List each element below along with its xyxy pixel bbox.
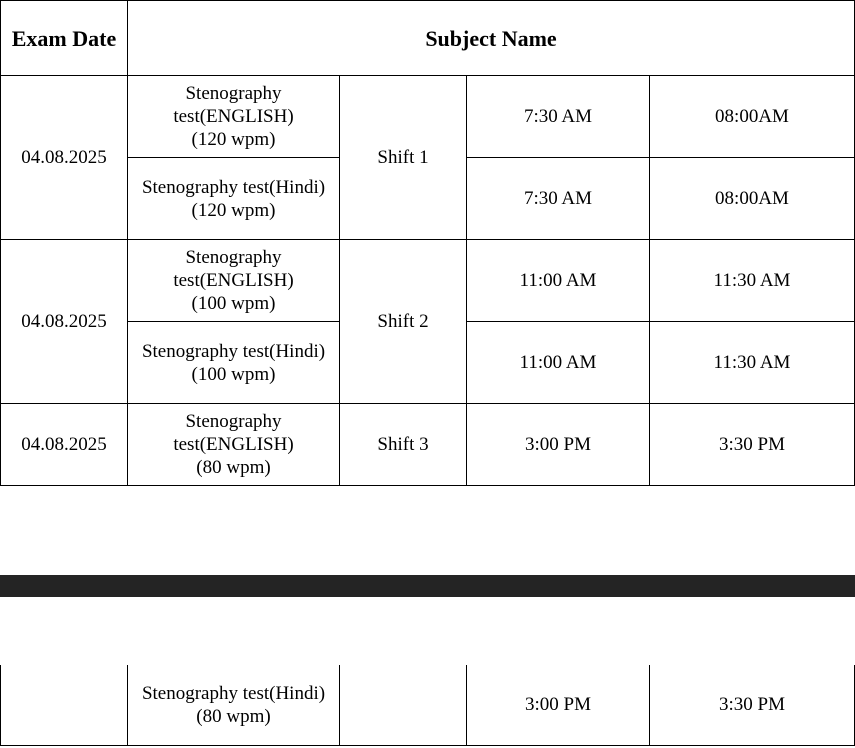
end-time-cell: 3:30 PM	[650, 404, 855, 486]
subject-line: test(ENGLISH)	[173, 106, 294, 127]
end-time-cell: 08:00AM	[650, 76, 855, 158]
subject-line: Stenography test(Hindi)	[141, 682, 326, 704]
subject-cell	[128, 665, 340, 745]
table-row	[1, 665, 855, 745]
exam-date-cell: 04.08.2025	[1, 76, 128, 240]
subject-line: test(ENGLISH)	[173, 434, 294, 455]
start-time-cell: 11:00 AM	[467, 240, 650, 322]
shift-cell: Shift 3	[340, 404, 467, 486]
subject-line: Stenography	[185, 411, 282, 432]
exam-date-cell: 04.08.2025	[1, 404, 128, 486]
exam-schedule-table-continued	[0, 665, 855, 746]
subject-cell	[128, 240, 340, 322]
start-time-cell: 3:00 PM	[467, 665, 650, 745]
end-time-cell: 3:30 PM	[650, 665, 855, 745]
start-time-cell: 7:30 AM	[467, 76, 650, 158]
subject-line: test(ENGLISH)	[173, 270, 294, 291]
subject-cell	[128, 404, 340, 486]
subject-cell	[128, 322, 340, 404]
subject-line: (120 wpm)	[191, 129, 276, 150]
shift-cell	[340, 665, 467, 745]
header-exam-date: Exam Date	[1, 1, 128, 76]
table-row	[1, 240, 855, 322]
start-time-cell: 7:30 AM	[467, 158, 650, 240]
start-time-cell: 3:00 PM	[467, 404, 650, 486]
end-time-cell: 11:30 AM	[650, 240, 855, 322]
subject-cell	[128, 158, 340, 240]
subject-line: (100 wpm)	[191, 363, 276, 385]
shift-cell: Shift 2	[340, 240, 467, 404]
table-row	[1, 76, 855, 158]
table-row	[1, 404, 855, 486]
end-time-cell: 08:00AM	[650, 158, 855, 240]
subject-line: Stenography test(Hindi)	[141, 176, 326, 198]
shift-cell: Shift 1	[340, 76, 467, 240]
exam-date-cell	[1, 665, 128, 745]
page-break-divider	[0, 575, 855, 597]
table-header-row	[1, 1, 855, 76]
subject-line: (100 wpm)	[191, 293, 276, 314]
subject-line: Stenography	[185, 83, 282, 104]
start-time-cell: 11:00 AM	[467, 322, 650, 404]
header-subject-name: Subject Name	[128, 1, 855, 76]
subject-line: (120 wpm)	[191, 199, 276, 221]
subject-line: Stenography test(Hindi)	[141, 340, 326, 362]
exam-date-cell: 04.08.2025	[1, 240, 128, 404]
subject-line: (80 wpm)	[196, 705, 271, 727]
subject-cell	[128, 76, 340, 158]
subject-line: (80 wpm)	[196, 457, 271, 478]
subject-line: Stenography	[185, 247, 282, 268]
end-time-cell: 11:30 AM	[650, 322, 855, 404]
